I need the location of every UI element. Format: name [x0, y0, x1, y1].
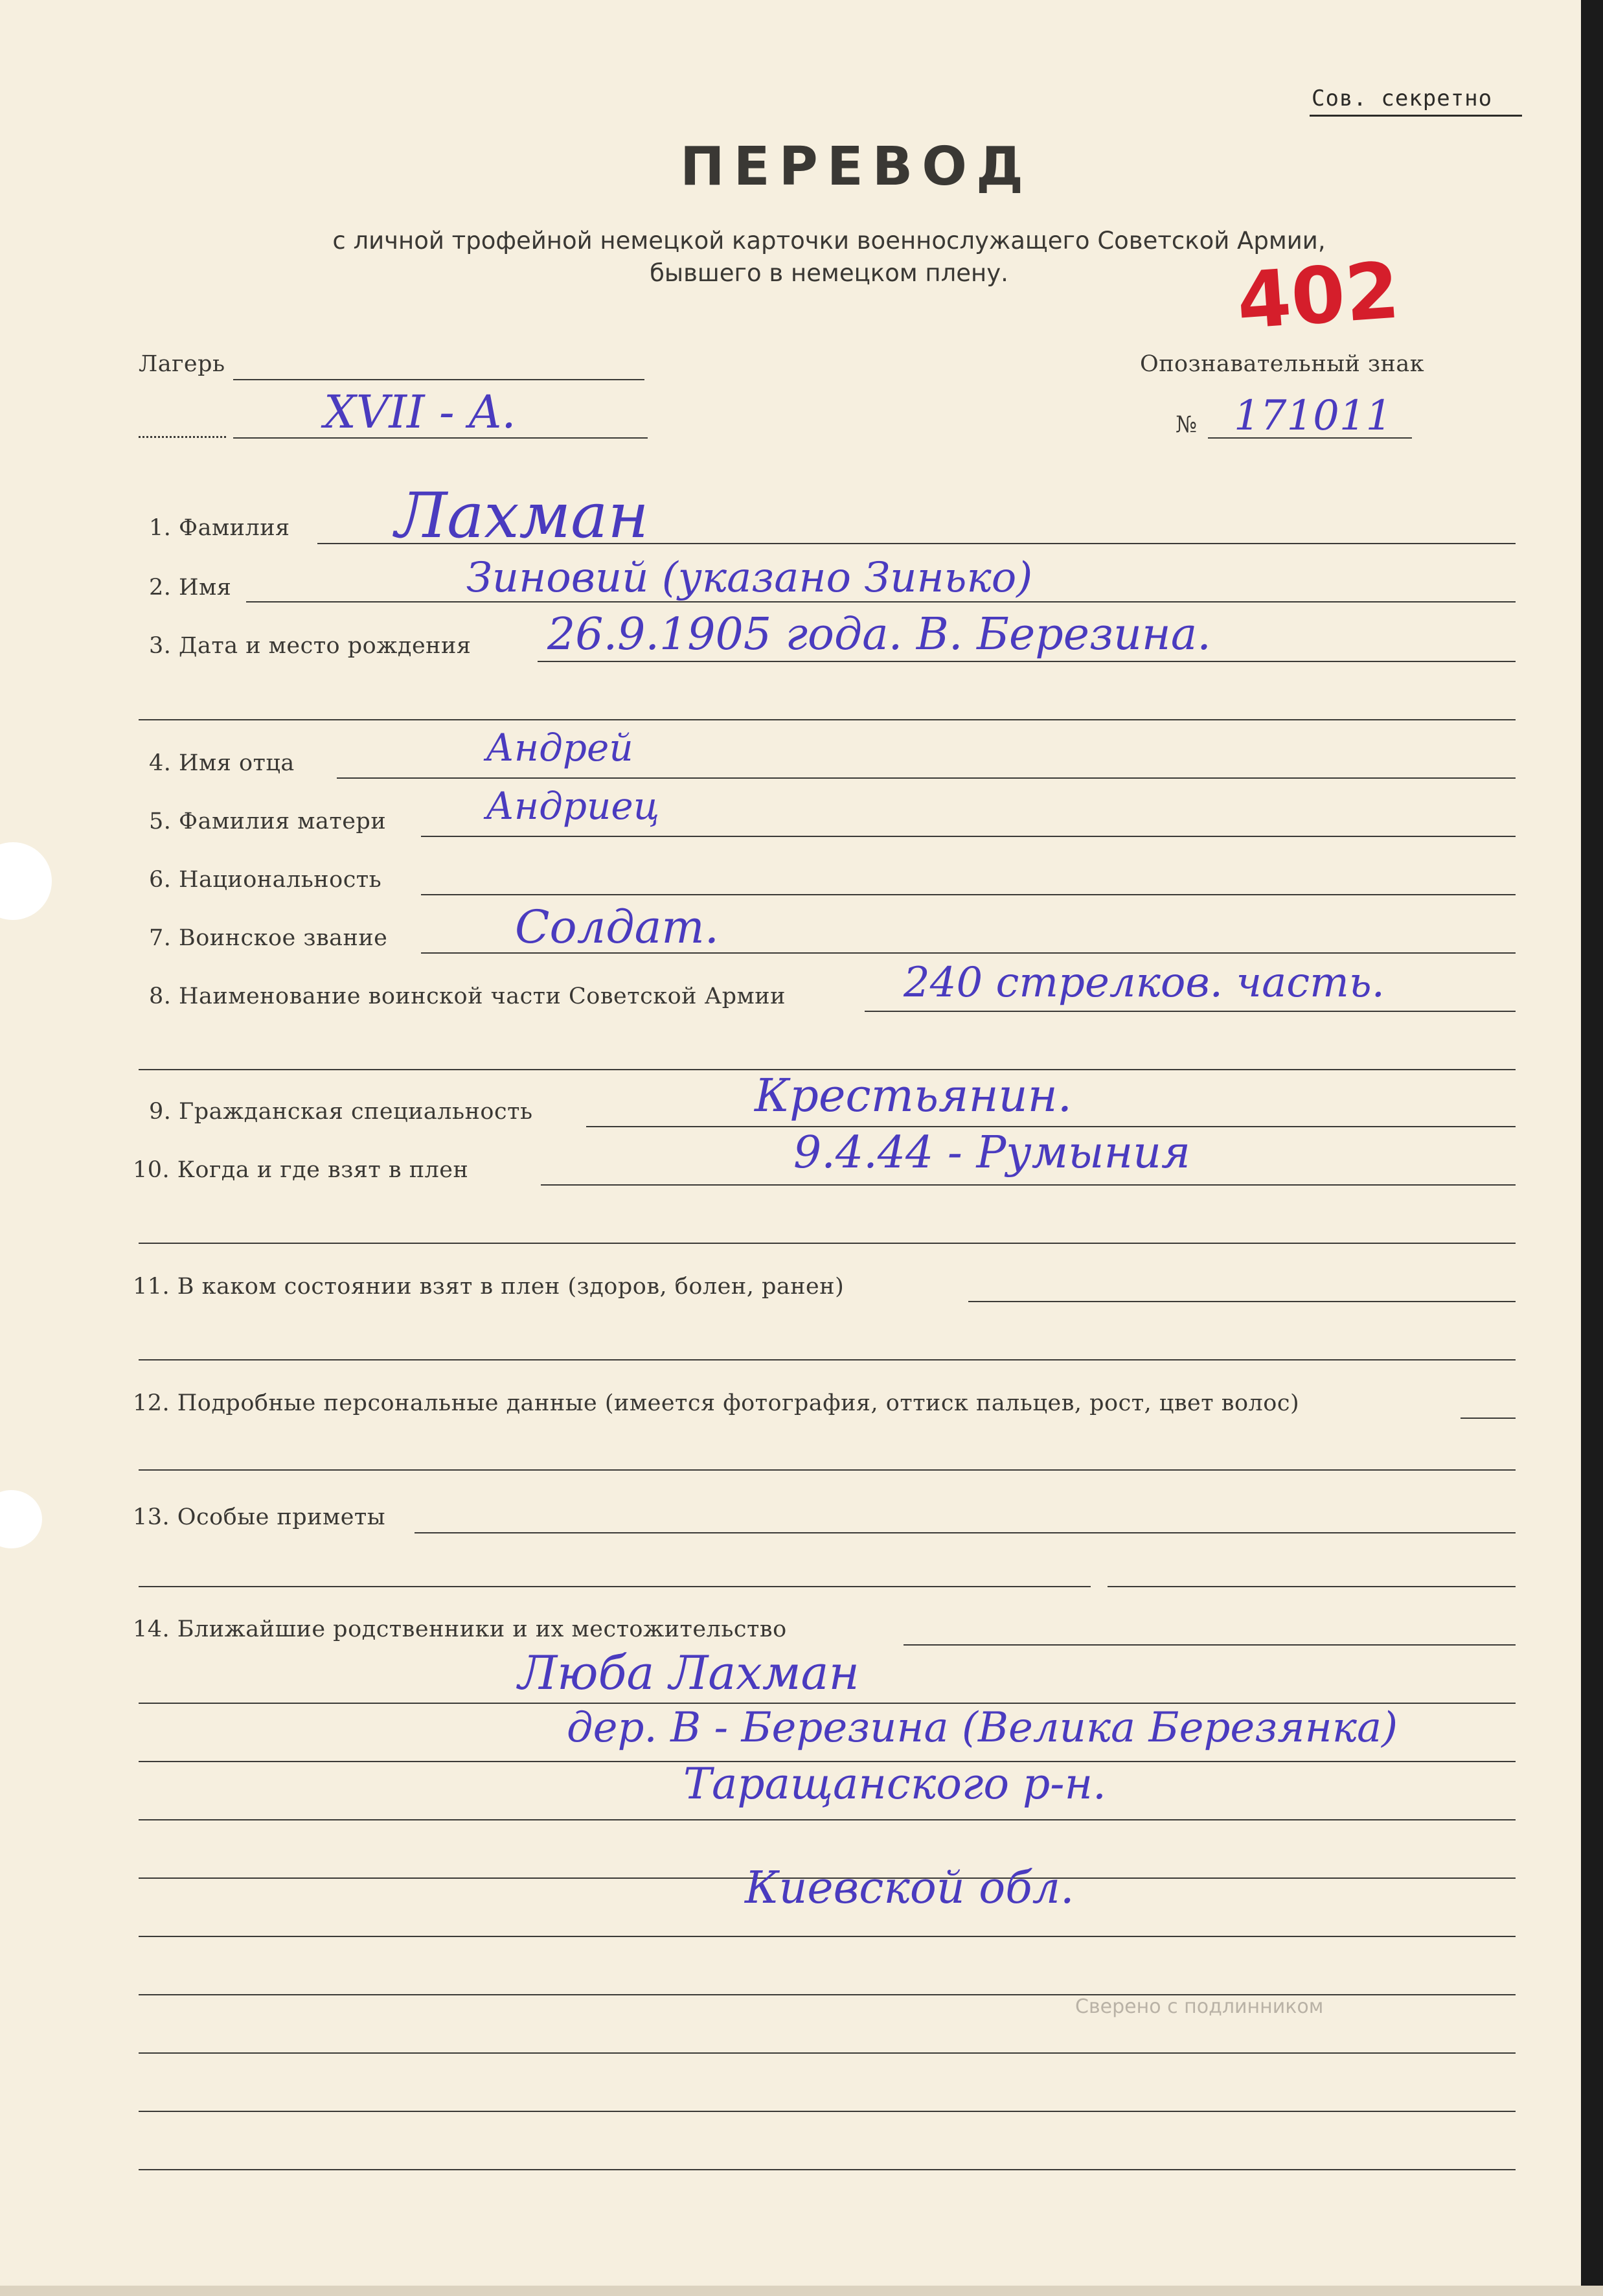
field-father-line	[337, 777, 1516, 779]
field-marks-line-2a	[139, 1586, 1091, 1587]
field-captured-label: 10. Когда и где взят в плен	[133, 1157, 469, 1183]
relatives-entry: дер. В - Березина (Велика Березянка)	[567, 1704, 1398, 1752]
field-rank-value: Солдат.	[515, 901, 719, 954]
scan-edge	[1581, 0, 1603, 2296]
camp-label: Лагерь	[139, 351, 225, 377]
field-marks-label: 13. Особые приметы	[133, 1504, 386, 1530]
field-captured-line-2	[139, 1243, 1516, 1244]
field-profession-value: Крестьянин.	[755, 1069, 1072, 1122]
document-title: ПЕРЕВОД	[680, 136, 1032, 198]
classification-underline	[1310, 115, 1522, 117]
camp-dotted-line	[139, 436, 226, 438]
field-birth-value: 26.9.1905 года. В. Березина.	[547, 609, 1211, 660]
punch-hole-top	[0, 842, 52, 920]
relatives-entry: Киевской обл.	[745, 1863, 1074, 1914]
relatives-line-5	[139, 1936, 1516, 1937]
field-marks-line-2b	[1108, 1586, 1516, 1587]
field-father-value: Андрей	[486, 726, 633, 770]
relatives-line-8	[139, 2111, 1516, 2112]
field-birth-line-2	[139, 719, 1516, 720]
camp-line	[233, 379, 644, 380]
relatives-entry: Люба Лахман	[518, 1646, 859, 1700]
field-nationality-line	[421, 894, 1516, 895]
field-profession-label: 9. Гражданская специальность	[149, 1099, 533, 1125]
field-relatives-label: 14. Ближайшие родственники и их местожительство	[133, 1616, 787, 1642]
field-personal-data-label: 12. Подробные персональные данные (имеется фотография, оттиск пальцев, рост, цвет волос)	[133, 1390, 1300, 1416]
field-surname-value: Лахман	[395, 479, 649, 552]
field-mother-label: 5. Фамилия матери	[149, 809, 387, 834]
document-subtitle-line1: с личной трофейной немецкой карточки военнослужащего Советской Армии,	[332, 227, 1326, 255]
field-personal-data-line-2	[139, 1469, 1516, 1471]
field-birth-line	[538, 661, 1516, 662]
id-tag-value: 171011	[1234, 392, 1393, 440]
field-rank-label: 7. Воинское звание	[149, 925, 388, 951]
field-birth-label: 3. Дата и место рождения	[149, 633, 472, 659]
relatives-entry: Таращанского р-н.	[683, 1759, 1107, 1809]
relatives-line-7	[139, 2052, 1516, 2054]
field-nationality-label: 6. Национальность	[149, 867, 382, 893]
classification-mark: Сов. секретно	[1312, 86, 1493, 111]
relatives-line-3	[139, 1819, 1516, 1820]
scan-bottom-edge	[0, 2286, 1603, 2296]
field-unit-line	[865, 1011, 1516, 1012]
red-stamp-number: 402	[1234, 246, 1403, 347]
punch-hole-bottom	[0, 1490, 42, 1548]
field-marks-line	[415, 1532, 1516, 1533]
field-captured-line	[541, 1184, 1516, 1186]
id-tag-label: Опознавательный знак	[1140, 351, 1425, 377]
field-condition-label: 11. В каком состоянии взят в плен (здоров, болен, ранен)	[133, 1274, 845, 1300]
camp-value: XVII - A.	[324, 385, 516, 439]
faint-stamp: Сверено с подлинником	[1075, 1995, 1324, 2018]
field-personal-data-line	[1461, 1418, 1516, 1419]
field-mother-value: Андриец	[486, 784, 660, 828]
field-unit-label: 8. Наименование воинской части Советской Армии	[149, 983, 786, 1009]
field-mother-line	[421, 836, 1516, 837]
field-surname-label: 1. Фамилия	[149, 515, 290, 541]
field-unit-value: 240 стрелков. часть.	[904, 959, 1385, 1007]
field-condition-line-2	[139, 1359, 1516, 1360]
relatives-line-9	[139, 2169, 1516, 2170]
field-name-value: Зиновий (указано Зинько)	[466, 554, 1033, 602]
id-tag-number-sign: №	[1176, 412, 1198, 438]
field-name-label: 2. Имя	[149, 575, 232, 601]
field-captured-value: 9.4.44 - Румыния	[793, 1127, 1191, 1178]
field-relatives-line	[904, 1644, 1516, 1646]
field-condition-line	[968, 1301, 1516, 1302]
field-father-label: 4. Имя отца	[149, 750, 295, 776]
document-subtitle-line2: бывшего в немецком плену.	[650, 259, 1008, 287]
